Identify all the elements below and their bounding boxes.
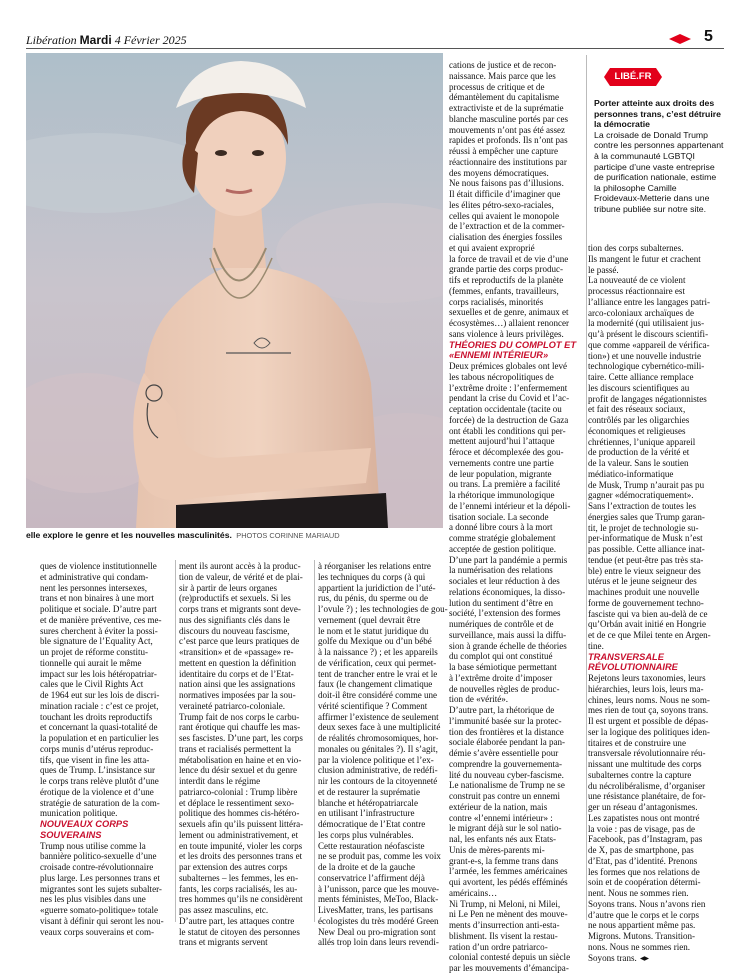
text-line: extractiviste et de la suprématie xyxy=(449,103,564,113)
header-divider xyxy=(26,48,724,49)
text-line: Le nationalisme de Trump ne se xyxy=(449,780,565,791)
text-line: Trump fait de nos corps le carbu- xyxy=(179,711,300,722)
text-line: comme stratégie globalement xyxy=(449,533,556,544)
text-line: politique et sociale. D’autre part xyxy=(40,604,157,614)
text-line: Ne nous faisons pas d’illusions. xyxy=(449,178,564,189)
text-line: nissant une multitude des corps xyxy=(588,759,702,770)
text-line: numériques de contrôle et de xyxy=(449,619,554,630)
text-line: transversale révolutionnaire réu- xyxy=(588,748,706,759)
text-line: de vérification, ceux qui permet- xyxy=(318,657,437,668)
text-line: lution du sentiment d’être en xyxy=(449,597,554,608)
text-line: une résistance planétaire, de for- xyxy=(588,791,706,802)
text-line: les tabous nécropolitiques de xyxy=(449,371,554,382)
text-line: les techniques du corps (à qui xyxy=(318,571,426,582)
text-line: veaux corps souverains et com- xyxy=(40,926,155,937)
text-line: Ni Trump, ni Meloni, ni Milei, xyxy=(449,898,561,909)
text-line: titaires et de construire une xyxy=(588,737,686,748)
text-line: mouvements n’ont pas été assez xyxy=(449,124,566,135)
text-line: tifs, que visent in fine les atta- xyxy=(40,754,150,765)
text-line: Ils mangent le futur et crachent xyxy=(588,253,701,264)
text-line: l’ovule ?) ; les technologies de gou- xyxy=(318,604,448,614)
text-line: l’armée, les femmes américaines xyxy=(449,866,568,877)
text-line: extérieur de la nation, mais xyxy=(449,801,548,812)
column-divider xyxy=(586,55,587,920)
text-line: taire. Cette alliance remplace xyxy=(588,372,694,382)
text-line: gagner «démocratiquement». xyxy=(588,490,694,501)
text-line: nons. Nous ne sommes rien. xyxy=(588,941,691,952)
section-heading: NOUVEAUX CORPS SOUVERAINS xyxy=(40,819,129,840)
text-line: Deux prémices globales ont levé xyxy=(449,361,568,372)
text-line: ments d’insurrection anti-esta- xyxy=(449,920,560,931)
text-line: ment ils auront accès à la produc- xyxy=(179,561,301,571)
text-line: ble signature de l’Equality Act, xyxy=(40,636,153,647)
text-line: par les mouvements d’émancipa- xyxy=(449,963,569,974)
text-line: lence du désir sexuel et du genre xyxy=(179,765,298,776)
text-line: d’Etat, pas d’identité. Prenons xyxy=(588,855,698,866)
text-line: processus de critique et de xyxy=(449,81,545,92)
text-line: la modernité (qui utilisaient jus- xyxy=(588,318,705,329)
text-line: le migrant déjà sur le sol natio- xyxy=(449,823,562,834)
text-line: forcée) de la destruction de Gaza xyxy=(449,414,569,425)
text-line: du nécrolibéralisme, d’organiser xyxy=(588,780,706,791)
text-line: appartient la juridiction de l’uté- xyxy=(318,582,436,593)
text-line: tres hommes qu’ils ne considèrent xyxy=(179,894,303,905)
text-line: mination raciale : c’est ce projet, xyxy=(40,700,159,711)
text-line: migrantes sont les sujets subalter- xyxy=(40,883,162,894)
text-line: écologistes du très modéré Green xyxy=(318,915,439,926)
photo-caption xyxy=(26,530,456,540)
text-line: hiérarchies, leurs lois, leurs ma- xyxy=(588,683,704,694)
text-line: tifs et reproductifs de la planète xyxy=(449,275,564,285)
text-line: soin et de coopération détermi- xyxy=(588,877,701,888)
text-line: la base sémiotique permettant xyxy=(449,662,557,673)
text-line: processus réactionnaire est xyxy=(588,286,685,296)
text-line: discours du nouveau fascisme, xyxy=(179,625,290,636)
text-line: réactionnaire des institutions par xyxy=(449,156,567,167)
text-line: ceptation occidentale (tacite ou xyxy=(449,404,562,415)
text-line: l’immunité basée sur la protec- xyxy=(449,715,562,726)
text-line: de X, pas de smartphone, pas xyxy=(588,845,694,856)
portrait-photo xyxy=(26,53,443,528)
text-line: machines produit une nouvelle xyxy=(588,587,700,597)
text-line: que comme «appareil de vérifica- xyxy=(588,339,710,350)
text-line: ou trans. La première a facilité xyxy=(449,479,561,490)
article-column-4 xyxy=(449,60,583,974)
text-line: deux sexes face à une multiplicité xyxy=(318,722,441,733)
libe-fr-badge[interactable]: LIBÉ.FR xyxy=(614,71,652,82)
text-line: identitaire du corps et de l’Etat- xyxy=(179,668,294,679)
text-line: LivesMatter, trans, les partisans xyxy=(318,905,433,915)
text-line: Trump nous utilise comme la xyxy=(40,840,146,851)
text-line: le statut de citoyen des personnes xyxy=(179,926,300,937)
text-line: stratégie de saturation de la com- xyxy=(40,797,160,808)
text-line: écosystèmes…) allaient renoncer xyxy=(449,318,570,328)
text-line: nation ainsi que les assignations xyxy=(179,679,296,690)
promo-body: La croisade de Donald Trump contre les personnes appartenant à la communauté LGBTQI participe d’une vaste entreprise de purification nationale, estime la philosophe Camille Froidevaux-Metterie dans une tribune publiée sur notre site. xyxy=(594,129,724,214)
page-header xyxy=(0,0,750,48)
text-line: société, l’extension des formes xyxy=(449,608,561,619)
section-heading: TRANSVERSALE RÉVOLUTIONNAIRE xyxy=(588,651,678,673)
text-line: sexuels afin qu’ils puissent littéra- xyxy=(179,819,304,829)
text-line: vérité scientifique ? Comment xyxy=(318,700,428,711)
text-line: qui avortent, les pédés efféminés xyxy=(449,877,568,888)
text-line: féroce et décomplexée des gou- xyxy=(449,447,564,458)
text-line: nent les personnes intersexes, xyxy=(40,582,148,593)
text-line: allés trop loin dans leurs revendi- xyxy=(318,937,439,948)
text-line: ser la logique des politiques iden- xyxy=(588,726,710,737)
text-line: le nom et le statut juridique du xyxy=(318,625,429,636)
text-line: Sans l’extraction de toutes les xyxy=(588,501,697,511)
text-line: les élites pétro-sexo-raciales, xyxy=(449,199,554,210)
text-line: (re)productifs et sexuels. Si les xyxy=(179,593,291,604)
text-line: américains… xyxy=(449,887,498,898)
text-line: grande partie des corps produc- xyxy=(449,264,564,275)
promo-title[interactable]: Porter atteinte aux droits des personnes trans, c’est détruire la démocratie xyxy=(594,98,721,130)
text-line: tion de «vérité». xyxy=(449,694,509,705)
text-line: énergies sales que Trump garan- xyxy=(588,511,705,522)
text-line: la rhétorique immunologique xyxy=(449,490,555,501)
text-line: conservatrice l’affirment déjà xyxy=(318,872,425,883)
text-line: technologique cybernético-mili- xyxy=(588,361,705,372)
text-line: rus, du pénis, du sperme ou de xyxy=(318,593,429,604)
text-line: tisation sociale. La seconde xyxy=(449,511,549,522)
text-line: golfe du Mexique ou d’un bébé xyxy=(318,636,432,647)
page-number: 5 xyxy=(704,28,713,45)
text-line: D’autre part, les attaques contre xyxy=(179,915,295,926)
caption-text: elle explore le genre et les nouvelles masculinités. xyxy=(26,530,232,540)
text-line: médiatico-informatique xyxy=(588,468,674,479)
text-line: nent. Nous ne sommes rien. xyxy=(588,888,689,899)
text-line: un projet de réforme constitu- xyxy=(40,647,149,657)
text-line: pas possible. Cette alliance inat- xyxy=(588,544,705,554)
text-line: celles qui avaient le monopole xyxy=(449,210,560,221)
text-line: nus des signifiants clés dans le xyxy=(179,614,290,625)
text-line: de 1964 eut sur les lois de discri- xyxy=(40,690,160,700)
publication-name: Libération xyxy=(26,33,77,47)
text-line: La nouveauté de ce violent xyxy=(588,275,686,286)
text-line: le corps trans relève plutôt d’une xyxy=(40,776,159,786)
text-line: sir à partir de leurs organes xyxy=(179,582,278,593)
text-line: monales ou génitales ?). Il s’agit, xyxy=(318,743,438,754)
text-line: ques de Trump. L’insistance sur xyxy=(40,765,156,776)
text-line: nal, les enfants nés aux Etats- xyxy=(449,834,557,845)
text-line: corps trans et migrants sont deve- xyxy=(179,604,301,614)
libe-diamond-icon xyxy=(669,34,691,44)
text-line: de réalités chromosomiques, hor- xyxy=(318,733,439,743)
text-line: ble) entre le vieux seigneur des xyxy=(588,565,701,576)
issue-date: 4 Février 2025 xyxy=(114,33,187,47)
text-line: sociales et leur réduction à des xyxy=(449,576,560,587)
text-line: la voie : pas de visage, pas de xyxy=(588,823,696,834)
text-line: la force de travail et de vie d’une xyxy=(449,253,569,264)
text-line: faux (le changement climatique xyxy=(318,679,433,690)
text-line: de leur population, migrante xyxy=(449,468,552,479)
text-line: et déplace le ressentiment sexo- xyxy=(179,797,295,808)
text-line: tion des frontières et la distance xyxy=(449,726,564,737)
text-line: sion à grande échelle de théories xyxy=(449,640,567,651)
text-line: et fait des réseaux sociaux, xyxy=(588,404,686,415)
text-line: tent de trancher entre le vrai et le xyxy=(318,668,438,679)
text-line: Il était difficile d’imaginer que xyxy=(449,189,561,199)
portrait-illustration xyxy=(26,53,443,528)
article-column-2 xyxy=(179,561,312,948)
text-line: contrôlés par les oligarchies xyxy=(588,415,690,425)
article-column-1 xyxy=(40,561,173,937)
text-line: nir les contours de la citoyenneté xyxy=(318,776,438,786)
masthead xyxy=(26,33,187,48)
text-line: fasciste qui va bien au-delà de ce xyxy=(588,608,708,619)
text-line: clusion administrative, de redéfi- xyxy=(318,765,438,776)
text-line: (femmes, enfants, travailleurs, xyxy=(449,285,559,296)
text-line: économiques et religieuses xyxy=(588,425,686,436)
text-line: pas assez masculins, etc. xyxy=(179,905,269,915)
text-line: veraineté patriarco-coloniale. xyxy=(179,700,285,711)
text-line: à l’extrême droite d’imposer xyxy=(449,672,553,683)
text-line: tine. xyxy=(588,640,604,651)
text-line: nes les plus visibles dans une xyxy=(40,894,146,905)
text-line: à réorganiser les relations entre xyxy=(318,561,431,571)
text-line: la numérisation des relations xyxy=(449,565,553,576)
text-line: Rejetons leurs taxonomies, leurs xyxy=(588,673,706,684)
text-line: de la valeur. Sans le soutien xyxy=(588,458,689,468)
text-line: comprendre la gouvernementa- xyxy=(449,758,563,769)
text-line: lité du nouveau cyber-fascisme. xyxy=(449,769,564,780)
text-line: trans et migrants servent xyxy=(179,937,268,948)
section-heading: THÉORIES DU COMPLOT ET «ENNEMI INTÉRIEUR» xyxy=(449,339,577,361)
issue-day: Mardi xyxy=(79,33,112,47)
text-line: ont établi les conditions qui per- xyxy=(449,425,566,436)
text-line: ses fascistes. D’une part, les corps xyxy=(179,733,303,743)
text-line: ments féministes, MeToo, Black- xyxy=(318,894,439,905)
text-line: forme de gouvernement techno- xyxy=(588,597,704,608)
text-line: sans violence à leurs privilèges. xyxy=(449,328,564,339)
text-line: tion») et une nouvelle industrie xyxy=(588,350,702,361)
text-line: «transition» et de «passage» re- xyxy=(179,647,294,657)
text-line: à l’unisson, parce que les mouve- xyxy=(318,883,440,894)
text-line: profit de langages négationnistes xyxy=(588,393,707,404)
text-line: blanche masculine portés par ces xyxy=(449,113,569,124)
text-line: rant érotique qui chauffe les mas- xyxy=(179,722,301,733)
text-line: le passé. xyxy=(588,264,619,275)
text-line: les corps plus vulnérables. xyxy=(318,829,414,840)
text-line: contre «l’ennemi intérieur» : xyxy=(449,812,553,823)
text-line: rapides et profonds. Ils n’ont pas xyxy=(449,135,568,146)
text-line: bannière politico-sexuelle d’une xyxy=(40,851,157,862)
text-line: relations économiques, la disso- xyxy=(449,586,566,597)
text-line: trans et non binaires à une mort xyxy=(40,593,155,604)
text-line: les formes que nos relations de xyxy=(588,866,700,877)
text-line: corps racialisés, minorités xyxy=(449,296,544,307)
text-line: les discours scientifiques au xyxy=(588,382,690,393)
text-line: vernement (quel devrait être xyxy=(318,614,421,625)
text-line: l’alliance entre les langages patri- xyxy=(588,296,711,307)
text-line: érotique de la violence et d’une xyxy=(40,786,154,797)
text-line: D’une part la pandémie a permis xyxy=(449,554,568,565)
text-line: sociale élaborée pendant la pan- xyxy=(449,737,566,748)
text-line: Facebook, pas d’Instagram, pas xyxy=(588,834,703,845)
text-line: croisade contre-révolutionnaire xyxy=(40,862,154,873)
text-line: visant à définir qui seront les nou- xyxy=(40,915,164,926)
text-line: de Musk, Trump n’aurait pas pu xyxy=(588,479,705,490)
text-line: surveillance, mais aussi la diffu- xyxy=(449,629,567,640)
text-line: chines, leurs noms. Nous ne som- xyxy=(588,694,710,705)
text-line: subalternes – les femmes, les en- xyxy=(179,872,299,883)
text-line: et de restaurer la suprématie xyxy=(318,786,420,797)
text-line: per-informatique de Musk n’est xyxy=(588,533,703,544)
text-line: la population et en particulier les xyxy=(40,733,159,743)
promo-box[interactable] xyxy=(594,98,724,215)
text-line: impact sur les lois hétéropatriar- xyxy=(40,668,157,679)
text-line: naissance. Mais parce que les xyxy=(449,70,556,81)
text-line: cations de justice et de recon- xyxy=(449,60,557,70)
text-line: doit-il être considéré comme une xyxy=(318,690,438,700)
text-line: c’est parce que leurs pratiques de xyxy=(179,636,300,647)
text-line: et administrative qui condam- xyxy=(40,571,149,582)
article-column-5 xyxy=(588,243,724,963)
text-line: Soyons trans. xyxy=(588,953,724,964)
text-line: patriarco-colonial : Trump libère xyxy=(179,786,298,797)
text-line: de la droite et de la gauche xyxy=(318,862,415,872)
text-line: «guerre somato-politique» totale xyxy=(40,905,159,916)
text-line: interdit dans le régime xyxy=(179,776,261,786)
text-line: normatives imposées par la sou- xyxy=(179,690,296,700)
text-line: tion de valeur, de vérité et de plai- xyxy=(179,571,303,582)
text-line: sures cherchent à éviter la possi- xyxy=(40,625,158,636)
text-line: New Deal ou pro-migration sont xyxy=(318,926,436,937)
text-line: des moyens démocratiques. xyxy=(449,167,549,178)
article-column-3 xyxy=(318,561,451,948)
text-line: munication politique. xyxy=(40,808,118,819)
text-line: a donné libre cours à la mort xyxy=(449,522,553,533)
text-line: touchant les droits reproductifs xyxy=(40,711,153,722)
text-line: ration d’un ordre patriarco- xyxy=(449,941,548,952)
text-line: en utilisant l’infrastructure xyxy=(318,808,415,819)
text-line: démie s’avère essentielle pour xyxy=(449,748,559,759)
text-line: mettent aujourd’hui l’attaque xyxy=(449,436,555,447)
text-line: démocratique de l’Etat contre xyxy=(318,819,426,829)
text-line: du complot qui ont constitué xyxy=(449,651,553,662)
text-line: tionnelle qui aurait le même xyxy=(40,657,142,668)
text-line: tion des corps subalternes. xyxy=(588,243,684,253)
text-line: réussi à empêcher une capture xyxy=(449,146,559,156)
text-line: et les droits des personnes trans et xyxy=(179,851,303,862)
text-line: de l’ennemi intérieur et la dépoli- xyxy=(449,500,571,511)
text-line: grant-e-s, la femme trans dans xyxy=(449,855,559,866)
text-line: ni Le Pen ne mènent des mouve- xyxy=(449,909,568,920)
text-line: tit, le projet de technologie su- xyxy=(588,522,699,533)
text-line: de production de la vérité et xyxy=(588,447,690,458)
text-line: cialisation des énergies fossiles xyxy=(449,232,563,242)
column-divider xyxy=(175,560,176,922)
text-line: qu’à présent le discours scientifi- xyxy=(588,329,709,339)
text-line: chrétiennes, l’unique appareil xyxy=(588,436,696,447)
text-line: d’autre que le corps et le corps xyxy=(588,909,700,920)
text-line: sexuelles et de genre, animaux et xyxy=(449,307,569,318)
text-line: Les zapatistes nous ont montré xyxy=(588,812,700,823)
text-line: arco-coloniaux archaïques de xyxy=(588,307,694,318)
text-line: ne se produit pas, comme les voix xyxy=(318,851,441,862)
text-line: mettent en question la définition xyxy=(179,657,297,668)
text-line: par extension des autres corps xyxy=(179,862,288,872)
text-line: de nouvelles règles de produc- xyxy=(449,683,560,694)
text-line: politique des hommes cis-hétéro- xyxy=(179,808,300,819)
text-line: utérus et le jeune seigneur des xyxy=(588,576,697,587)
text-line: construit pas contre un ennemi xyxy=(449,791,561,802)
text-line: affirmer l’existence de seulement xyxy=(318,711,439,722)
text-line: de l’extraction et de la commer- xyxy=(449,221,565,232)
text-line: tendue (et peut-être pas très sta- xyxy=(588,554,704,565)
photo-credit: PHOTOS CORINNE MARIAUD xyxy=(236,531,340,540)
text-line: ger un réseau d’antagonismes. xyxy=(588,802,698,813)
text-line: à la naissance ?) ; et les appareils xyxy=(318,647,438,657)
text-line: et qui avaient exproprié xyxy=(449,242,535,253)
text-line: blanche et hétéropatriarcale xyxy=(318,797,418,808)
text-line: vernements contre une partie xyxy=(449,457,554,468)
text-line: colonial contesté depuis un siècle xyxy=(449,952,571,963)
text-line: acceptée de gestion politique. xyxy=(449,543,557,554)
text-line: ques de violence institutionnelle xyxy=(40,561,157,571)
text-line: subalternes contre la capture xyxy=(588,769,692,780)
text-line: plus large. Les personnes trans et xyxy=(40,872,160,883)
text-line: Soyons trans. Nous n’avons rien xyxy=(588,898,706,909)
text-line: métabolisation en haine et en vio- xyxy=(179,754,302,765)
text-line: et concernant la quasi-totalité de xyxy=(40,722,158,733)
text-line: trans et racialisés permettent la xyxy=(179,743,292,754)
column-divider xyxy=(314,560,315,922)
text-line: ne nous appartient même pas. xyxy=(588,920,696,931)
text-line: l’extrême droite : l’enfermement xyxy=(449,382,568,393)
text-line: et de ce que Milei tente en Argen- xyxy=(588,630,711,640)
text-line: blishment. Ils visent la restau- xyxy=(449,930,558,941)
text-line: démantèlement du capitalisme xyxy=(449,92,560,103)
text-line: pendant la crise du Covid et l’ac- xyxy=(449,393,570,404)
text-line: Migrons. Mutons. Transition- xyxy=(588,931,696,942)
text-line: D’autre part, la rhétorique de xyxy=(449,705,555,716)
text-line: mes rien de tout ça, soyons trans. xyxy=(588,705,709,716)
text-line: corps munis d’utérus reproduc- xyxy=(40,743,154,754)
text-line: qu’Orbán avait initié en Hongrie xyxy=(588,619,707,630)
text-line: en toute impunité, violer les corps xyxy=(179,840,303,851)
text-line: Unis de mères-parents mi- xyxy=(449,844,545,855)
end-of-article-icon xyxy=(640,956,649,961)
text-line: fants, les corps racialisés, les au- xyxy=(179,883,298,894)
text-line: cales que le Civil Rights Act xyxy=(40,679,144,690)
text-line: par la violence politique et l’ex- xyxy=(318,754,434,765)
text-line: et de manière préventive, ces me- xyxy=(40,614,162,625)
text-line: Il est urgent et possible de dépas- xyxy=(588,716,709,727)
text-line: Cette restauration néofasciste xyxy=(318,840,425,851)
text-line: lement ou administrativement, et xyxy=(179,829,299,840)
